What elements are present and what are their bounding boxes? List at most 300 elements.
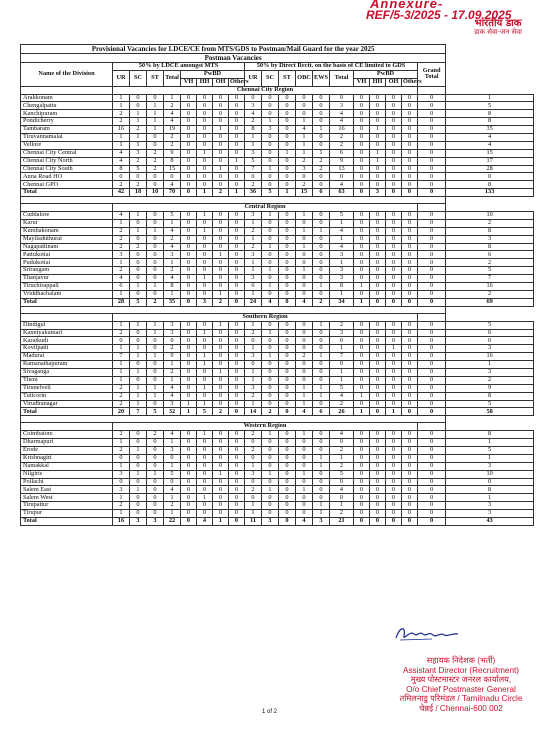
vacancy-cell: 0 xyxy=(181,212,197,220)
vacancy-cell: 1 xyxy=(147,126,164,134)
vacancy-cell: 0 xyxy=(370,283,386,291)
vacancy-cell: 4 xyxy=(164,227,181,235)
grand-total-header: Grand Total xyxy=(418,63,446,87)
vacancy-cell: 3 xyxy=(147,517,164,525)
vacancy-cell: 1 xyxy=(296,384,313,392)
vacancy-cell: 0 xyxy=(229,361,245,369)
vacancy-cell: 0 xyxy=(296,235,313,243)
vacancy-cell: 2 xyxy=(164,235,181,243)
vacancy-cell: 0 xyxy=(181,126,197,134)
division-name: Chennai City Central xyxy=(21,149,113,157)
division-row xyxy=(21,446,534,454)
vacancy-cell: 0 xyxy=(313,235,330,243)
vacancy-cell: 0 xyxy=(245,173,262,181)
vacancy-cell: 3 xyxy=(262,126,279,134)
vacancy-cell: 2 xyxy=(113,392,130,400)
vacancy-cell: 0 xyxy=(386,321,402,329)
vacancy-cell: 0 xyxy=(279,94,296,102)
page-number: 1 of 2 xyxy=(262,709,278,715)
vacancy-cell: 0 xyxy=(262,446,279,454)
vacancy-cell: 0 xyxy=(354,227,370,235)
vacancy-cell: 1 xyxy=(213,165,229,173)
vacancy-cell: 0 xyxy=(402,510,418,518)
division-row xyxy=(21,337,534,345)
vacancy-cell: 1 xyxy=(197,212,213,220)
vacancy-cell: 0 xyxy=(386,110,402,118)
vacancy-cell: 0 xyxy=(147,376,164,384)
vacancy-cell: 2 xyxy=(245,392,262,400)
grand-total-cell: 0 xyxy=(418,400,446,408)
vacancy-cell: 4 xyxy=(296,517,313,525)
vacancy-cell: 0 xyxy=(330,439,354,447)
vacancy-cell: 0 xyxy=(279,243,296,251)
vacancy-cell: 0 xyxy=(213,329,229,337)
vacancy-cell: 2 xyxy=(296,181,313,189)
vacancy-cell: 1 xyxy=(147,283,164,291)
vacancy-cell: 0 xyxy=(313,494,330,502)
vacancy-cell: 0 xyxy=(197,259,213,267)
vacancy-cell: 0 xyxy=(386,361,402,369)
circle-name: तमिलनाडु परिमंडल / Tamilnadu Circle xyxy=(399,694,523,703)
vacancy-cell: 10 xyxy=(446,212,534,220)
vacancy-cell: 2 xyxy=(245,227,262,235)
grand-total-cell: 0 xyxy=(418,376,446,384)
vacancy-cell: 2 xyxy=(446,219,534,227)
vacancy-cell: 0 xyxy=(130,173,147,181)
vacancy-cell: 3 xyxy=(446,345,534,353)
vacancy-cell: 0 xyxy=(370,259,386,267)
vacancy-cell: 8 xyxy=(330,283,354,291)
vacancy-cell: 0 xyxy=(354,337,370,345)
vacancy-cell: 0 xyxy=(197,118,213,126)
vacancy-cell: 1 xyxy=(113,321,130,329)
vacancy-cell: 0 xyxy=(313,439,330,447)
vacancy-cell: 1 xyxy=(147,470,164,478)
vacancy-cell: 0 xyxy=(370,431,386,439)
vacancy-cell: 3 xyxy=(113,470,130,478)
vacancy-cell: 6 xyxy=(313,408,330,416)
vacancy-cell: 0 xyxy=(229,321,245,329)
vacancy-cell: 1 xyxy=(245,502,262,510)
vacancy-cell: 4 xyxy=(296,126,313,134)
vacancy-cell: 0 xyxy=(279,517,296,525)
vacancy-cell: 0 xyxy=(354,478,370,486)
col-header: UR xyxy=(245,70,262,86)
vacancy-cell: 1 xyxy=(296,470,313,478)
vacancy-cell: 0 xyxy=(130,329,147,337)
vacancy-cell: 3 xyxy=(197,298,213,306)
vacancy-cell: 1 xyxy=(130,368,147,376)
vacancy-cell: 0 xyxy=(197,486,213,494)
vacancy-cell: 0 xyxy=(213,431,229,439)
vacancy-cell: 0 xyxy=(402,173,418,181)
vacancy-cell: 0 xyxy=(147,290,164,298)
vacancy-cell: 2 xyxy=(245,486,262,494)
vacancy-cell: 0 xyxy=(370,368,386,376)
vacancy-cell: 0 xyxy=(279,408,296,416)
vacancy-cell: 0 xyxy=(229,110,245,118)
vacancy-cell: 2 xyxy=(245,431,262,439)
grand-total-cell: 0 xyxy=(418,329,446,337)
vacancy-cell: 4 xyxy=(113,275,130,283)
vacancy-cell: 0 xyxy=(402,243,418,251)
vacancy-cell: 1 xyxy=(164,94,181,102)
vacancy-cell: 0 xyxy=(181,235,197,243)
vacancy-cell: 1 xyxy=(296,118,313,126)
vacancy-cell: 0 xyxy=(279,431,296,439)
vacancy-cell: 0 xyxy=(147,275,164,283)
region-blank-cell xyxy=(21,313,113,321)
vacancy-cell: 1 xyxy=(245,462,262,470)
vacancy-cell: 0 xyxy=(296,259,313,267)
vacancy-cell: 0 xyxy=(386,298,402,306)
vacancy-cell: 4 xyxy=(164,275,181,283)
designation-hindi: सहायक निदेशक (भर्ती) xyxy=(426,656,496,665)
vacancy-cell: 1 xyxy=(330,376,354,384)
vacancy-cell: 0 xyxy=(370,94,386,102)
division-row xyxy=(21,486,534,494)
vacancy-cell: 0 xyxy=(130,251,147,259)
vacancy-cell: 0 xyxy=(402,446,418,454)
vacancy-cell: 0 xyxy=(354,102,370,110)
vacancy-cell: 2 xyxy=(296,157,313,165)
vacancy-cell: 2 xyxy=(113,118,130,126)
vacancy-cell: 0 xyxy=(279,181,296,189)
vacancy-cell: 0 xyxy=(147,502,164,510)
vacancy-cell: 0 xyxy=(402,267,418,275)
division-row xyxy=(21,267,534,275)
division-name: Pondicherry xyxy=(21,118,113,126)
vacancy-cell: 0 xyxy=(402,376,418,384)
division-name: Cuddalore xyxy=(21,212,113,220)
vacancy-cell: 0 xyxy=(279,478,296,486)
grand-total-cell: 0 xyxy=(418,486,446,494)
region-name: Chennai City Region xyxy=(113,86,418,94)
vacancy-cell: 0 xyxy=(279,102,296,110)
division-name: Vriddhachalam xyxy=(21,290,113,298)
vacancy-cell: 0 xyxy=(213,392,229,400)
vacancy-cell: 0 xyxy=(386,243,402,251)
vacancy-cell: 3 xyxy=(446,510,534,518)
vacancy-cell: 1 xyxy=(245,400,262,408)
vacancy-cell: 1 xyxy=(354,408,370,416)
vacancy-cell: 0 xyxy=(330,173,354,181)
vacancy-cell: 0 xyxy=(296,446,313,454)
vacancy-cell: 0 xyxy=(213,157,229,165)
vacancy-cell: 0 xyxy=(279,345,296,353)
division-name: Tirunelveli xyxy=(21,384,113,392)
division-row xyxy=(21,439,534,447)
vacancy-cell: 2 xyxy=(245,118,262,126)
grand-total-cell: 0 xyxy=(418,94,446,102)
vacancy-cell: 0 xyxy=(402,408,418,416)
vacancy-cell: 0 xyxy=(245,494,262,502)
vacancy-cell: 0 xyxy=(279,439,296,447)
vacancy-cell: 2 xyxy=(330,446,354,454)
vacancy-cell: 0 xyxy=(181,478,197,486)
grand-total-cell: 0 xyxy=(418,267,446,275)
vacancy-cell: 0 xyxy=(279,219,296,227)
vacancy-cell: 63 xyxy=(330,189,354,197)
vacancy-cell: 0 xyxy=(279,462,296,470)
vacancy-cell: 69 xyxy=(446,298,534,306)
vacancy-cell: 0 xyxy=(354,462,370,470)
vacancy-cell: 0 xyxy=(370,173,386,181)
vacancy-cell: 1 xyxy=(262,283,279,291)
vacancy-cell: 0 xyxy=(229,126,245,134)
vacancy-cell: 0 xyxy=(229,329,245,337)
division-name: Pollachi xyxy=(21,478,113,486)
vacancy-cell: 0 xyxy=(229,470,245,478)
vacancy-cell: 2 xyxy=(313,165,330,173)
col-header: VH xyxy=(181,78,197,86)
vacancy-cell: 0 xyxy=(354,376,370,384)
vacancy-cell: 0 xyxy=(262,94,279,102)
vacancy-cell: 1 xyxy=(245,219,262,227)
vacancy-cell: 1 xyxy=(147,102,164,110)
division-name: Arakkonam xyxy=(21,94,113,102)
vacancy-cell: 0 xyxy=(164,173,181,181)
vacancy-cell: 0 xyxy=(313,368,330,376)
vacancy-cell: 0 xyxy=(130,94,147,102)
vacancy-cell: 4 xyxy=(197,517,213,525)
vacancy-cell: 4 xyxy=(446,141,534,149)
vacancy-cell: 3 xyxy=(330,251,354,259)
vacancy-cell: 0 xyxy=(181,243,197,251)
grand-total-cell: 0 xyxy=(418,384,446,392)
vacancy-cell: 0 xyxy=(262,157,279,165)
vacancy-cell: 8 xyxy=(446,431,534,439)
vacancy-cell: 5 xyxy=(446,446,534,454)
vacancy-cell: 0 xyxy=(279,494,296,502)
vacancy-cell: 2 xyxy=(446,290,534,298)
vacancy-cell: 0 xyxy=(147,235,164,243)
vacancy-cell: 0 xyxy=(213,219,229,227)
col-header: SC xyxy=(130,70,147,86)
vacancy-cell: 1 xyxy=(164,259,181,267)
vacancy-cell: 2 xyxy=(113,227,130,235)
grand-total-cell: 0 xyxy=(418,165,446,173)
vacancy-cell: 0 xyxy=(386,118,402,126)
vacancy-cell: 0 xyxy=(197,94,213,102)
vacancy-cell: 1 xyxy=(330,345,354,353)
vacancy-cell: 34 xyxy=(330,298,354,306)
vacancy-cell: 1 xyxy=(313,283,330,291)
division-name: Namakkal xyxy=(21,462,113,470)
vacancy-cell: 0 xyxy=(197,345,213,353)
vacancy-cell: 1 xyxy=(113,439,130,447)
vacancy-cell: 0 xyxy=(330,478,354,486)
division-name: Dindigul xyxy=(21,321,113,329)
vacancy-cell: 2 xyxy=(164,141,181,149)
vacancy-cell: 1 xyxy=(197,400,213,408)
vacancy-cell: 0 xyxy=(370,517,386,525)
vacancy-cell: 1 xyxy=(262,118,279,126)
vacancy-cell: 0 xyxy=(181,376,197,384)
vacancy-cell: 0 xyxy=(296,368,313,376)
vacancy-cell: 0 xyxy=(446,478,534,486)
vacancy-cell: 0 xyxy=(402,165,418,173)
vacancy-cell: 9 xyxy=(164,149,181,157)
vacancy-cell: 0 xyxy=(213,134,229,142)
division-row xyxy=(21,227,534,235)
grand-total-cell: 0 xyxy=(418,173,446,181)
vacancy-cell: 4 xyxy=(330,431,354,439)
vacancy-cell: 0 xyxy=(181,110,197,118)
vacancy-cell: 0 xyxy=(313,94,330,102)
vacancy-cell: 0 xyxy=(181,345,197,353)
vacancy-cell: 4 xyxy=(245,110,262,118)
vacancy-cell: 15 xyxy=(296,189,313,197)
grand-total-cell: 0 xyxy=(418,275,446,283)
division-row xyxy=(21,392,534,400)
grand-total-cell: 0 xyxy=(418,368,446,376)
vacancy-cell: 1 xyxy=(229,189,245,197)
vacancy-cell: 0 xyxy=(402,431,418,439)
vacancy-cell: 2 xyxy=(113,243,130,251)
vacancy-cell: 1 xyxy=(354,392,370,400)
vacancy-cell: 0 xyxy=(370,118,386,126)
vacancy-cell: 0 xyxy=(229,283,245,291)
vacancy-cell: 1 xyxy=(113,102,130,110)
vacancy-cell: 32 xyxy=(164,408,181,416)
vacancy-cell: 0 xyxy=(354,439,370,447)
vacancy-cell: 0 xyxy=(262,290,279,298)
vacancy-cell: 1 xyxy=(370,126,386,134)
vacancy-cell: 0 xyxy=(354,361,370,369)
vacancy-cell: 1 xyxy=(313,149,330,157)
vacancy-cell: 5 xyxy=(446,267,534,275)
vacancy-cell: 0 xyxy=(213,502,229,510)
grand-total-cell: 0 xyxy=(418,353,446,361)
vacancy-cell: 0 xyxy=(262,454,279,462)
vacancy-cell: 0 xyxy=(245,361,262,369)
vacancy-cell: 1 xyxy=(313,454,330,462)
vacancy-cell: 0 xyxy=(370,502,386,510)
vacancy-cell: 0 xyxy=(229,337,245,345)
vacancy-cell: 0 xyxy=(229,275,245,283)
vacancy-cell: 0 xyxy=(229,173,245,181)
vacancy-cell: 1 xyxy=(296,400,313,408)
vacancy-cell: 1 xyxy=(147,321,164,329)
vacancy-cell: 21 xyxy=(330,517,354,525)
vacancy-cell: 1 xyxy=(446,494,534,502)
vacancy-cell: 0 xyxy=(262,400,279,408)
vacancy-cell: 1 xyxy=(245,376,262,384)
vacancy-cell: 0 xyxy=(370,494,386,502)
vacancy-cell: 0 xyxy=(354,494,370,502)
office-hindi: मुख्य पोस्टमास्टर जनरल कार्यालय, xyxy=(410,675,512,684)
logo-tagline: डाक सेवा-जन सेवा xyxy=(474,28,522,36)
vacancy-cell: 0 xyxy=(147,243,164,251)
vacancy-cell: 1 xyxy=(245,510,262,518)
vacancy-cell: 1 xyxy=(130,446,147,454)
grand-total-cell: 0 xyxy=(418,110,446,118)
vacancy-cell: 0 xyxy=(181,165,197,173)
vacancy-cell: 0 xyxy=(130,337,147,345)
vacancy-cell: 0 xyxy=(213,361,229,369)
division-name: Chennai GPO xyxy=(21,181,113,189)
grand-total-cell: 0 xyxy=(418,126,446,134)
total-label: Total xyxy=(21,517,113,525)
vacancy-cell: 2 xyxy=(130,181,147,189)
vacancy-cell: 5 xyxy=(262,189,279,197)
vacancy-cell: 0 xyxy=(370,243,386,251)
vacancy-cell: 1 xyxy=(446,454,534,462)
division-name: Salem West xyxy=(21,494,113,502)
division-row xyxy=(21,478,534,486)
vacancy-cell: 0 xyxy=(262,141,279,149)
vacancy-cell: 1 xyxy=(313,321,330,329)
vacancy-cell: 3 xyxy=(113,251,130,259)
division-row xyxy=(21,251,534,259)
vacancy-cell: 4 xyxy=(164,431,181,439)
vacancy-cell: 0 xyxy=(354,134,370,142)
vacancy-cell: 0 xyxy=(229,454,245,462)
vacancy-cell: 0 xyxy=(147,400,164,408)
vacancy-cell: 0 xyxy=(213,243,229,251)
vacancy-cell: 0 xyxy=(370,353,386,361)
vacancy-cell: 0 xyxy=(370,392,386,400)
vacancy-cell: 1 xyxy=(130,134,147,142)
vacancy-cell: 2 xyxy=(262,408,279,416)
grand-total-cell: 0 xyxy=(418,494,446,502)
vacancy-cell: 1 xyxy=(130,392,147,400)
vacancy-cell: 0 xyxy=(197,251,213,259)
vacancy-cell: 0 xyxy=(147,219,164,227)
vacancy-cell: 0 xyxy=(370,102,386,110)
vacancy-cell: 1 xyxy=(229,157,245,165)
vacancy-cell: 0 xyxy=(354,368,370,376)
grand-total-cell: 0 xyxy=(418,337,446,345)
vacancy-cell: 0 xyxy=(262,478,279,486)
vacancy-cell: 3 xyxy=(245,212,262,220)
vacancy-cell: 0 xyxy=(197,110,213,118)
division-name: Ramanathapuram xyxy=(21,361,113,369)
vacancy-cell: 0 xyxy=(229,400,245,408)
vacancy-cell: 0 xyxy=(279,165,296,173)
vacancy-cell: 0 xyxy=(386,189,402,197)
vacancy-cell: 0 xyxy=(313,181,330,189)
vacancy-cell: 0 xyxy=(386,486,402,494)
vacancy-cell: 13 xyxy=(330,165,354,173)
vacancy-cell: 0 xyxy=(354,267,370,275)
vacancy-cell: 3 xyxy=(446,368,534,376)
vacancy-cell: 0 xyxy=(313,361,330,369)
vacancy-cell: 0 xyxy=(147,94,164,102)
vacancy-cell: 0 xyxy=(313,173,330,181)
vacancy-cell: 1 xyxy=(213,470,229,478)
vacancy-cell: 0 xyxy=(130,259,147,267)
vacancy-cell: 1 xyxy=(147,384,164,392)
vacancy-cell: 0 xyxy=(213,446,229,454)
vacancy-cell: 2 xyxy=(113,329,130,337)
vacancy-cell: 1 xyxy=(386,345,402,353)
vacancy-cell: 5 xyxy=(446,400,534,408)
vacancy-cell: 3 xyxy=(245,275,262,283)
vacancy-cell: 3 xyxy=(245,251,262,259)
vacancy-cell: 0 xyxy=(296,275,313,283)
vacancy-cell: 0 xyxy=(446,337,534,345)
grand-total-cell: 0 xyxy=(418,517,446,525)
vacancy-cell: 1 xyxy=(147,329,164,337)
grand-total-cell: 0 xyxy=(418,470,446,478)
vacancy-cell: 0 xyxy=(370,181,386,189)
vacancy-cell: 0 xyxy=(197,392,213,400)
vacancy-cell: 0 xyxy=(181,321,197,329)
vacancy-cell: 1 xyxy=(296,486,313,494)
vacancy-cell: 0 xyxy=(313,446,330,454)
